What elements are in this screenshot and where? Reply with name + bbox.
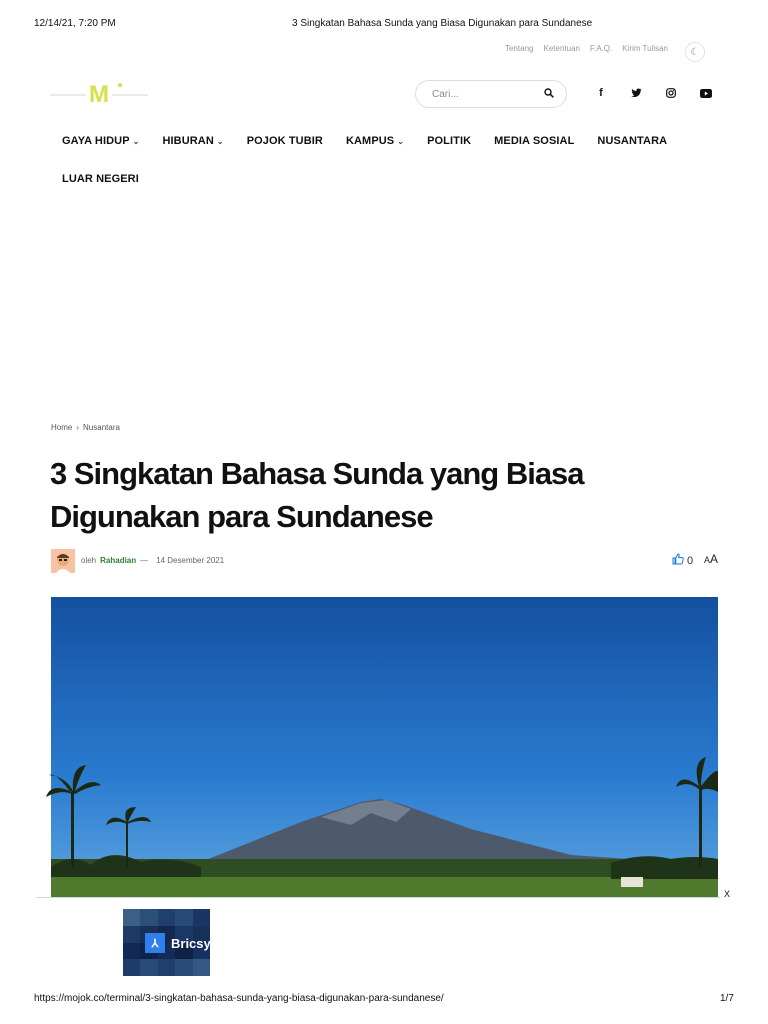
breadcrumb [51, 423, 120, 432]
title-line-1: 3 Singkatan Bahasa Sunda yang Biasa [50, 456, 584, 491]
social-links [594, 86, 713, 100]
like-count: 0 [687, 554, 694, 567]
logo-letter: M [89, 81, 109, 108]
nav-item-media-sosial[interactable] [494, 135, 574, 147]
nav-item-hiburan[interactable] [162, 135, 223, 147]
dark-mode-toggle[interactable] [685, 42, 705, 62]
thumbs-up-icon [672, 553, 684, 568]
chevron-down-icon: ⌄ [216, 136, 224, 146]
nav-item-nusantara[interactable] [597, 135, 667, 147]
search-icon[interactable] [544, 85, 554, 103]
breadcrumb-separator: › [76, 423, 80, 432]
top-link-faq[interactable]: F.A.Q. [589, 44, 613, 53]
breadcrumb-current[interactable]: Nusantara [83, 423, 120, 432]
top-link-tentang[interactable]: Tentang [505, 44, 534, 53]
youtube-icon[interactable] [699, 86, 713, 100]
nav-item-luar-negeri[interactable] [62, 173, 139, 185]
site-logo[interactable] [50, 82, 170, 108]
top-utility-links [505, 44, 668, 53]
top-link-ketentuan[interactable]: Ketentuan [543, 44, 580, 53]
nav-label: MEDIA SOSIAL [494, 135, 575, 147]
twitter-icon[interactable] [629, 86, 643, 100]
meta-dash: — [140, 556, 149, 565]
nav-label: GAYA HIDUP [62, 135, 130, 147]
author-prefix: oleh [81, 556, 97, 565]
chevron-down-icon: ⌄ [397, 136, 405, 146]
top-link-kirim-tulisan[interactable]: Kirim Tulisan [622, 44, 668, 53]
logo-dot [118, 83, 122, 87]
facebook-icon[interactable]: f [599, 87, 603, 99]
nav-item-politik[interactable] [427, 135, 471, 147]
ad-close-button[interactable]: X [720, 888, 734, 900]
print-url: https://mojok.co/terminal/3-singkatan-bahasa-sunda-yang-biasa-digunakan-para-sundanese/ [34, 993, 444, 1004]
print-page-title: 3 Singkatan Bahasa Sunda yang Biasa Digunakan para Sundanese [292, 18, 593, 29]
ad-divider [36, 897, 732, 898]
chevron-down-icon: ⌄ [132, 136, 140, 146]
instagram-icon[interactable] [664, 86, 678, 100]
publish-date: 14 Desember 2021 [156, 556, 225, 565]
print-datetime: 12/14/21, 7:20 PM [34, 18, 116, 29]
bricsys-logo-icon: ⅄ [145, 933, 165, 953]
nav-item-pojok-tubir[interactable] [247, 135, 323, 147]
avatar[interactable] [51, 549, 75, 573]
logo-bar-right [112, 94, 148, 96]
nav-label: NUSANTARA [597, 135, 668, 147]
title-line-2: Digunakan para Sundanese [50, 499, 433, 534]
search-box [415, 80, 567, 108]
nav-item-gaya-hidup[interactable] [62, 135, 139, 147]
hero-image [51, 597, 718, 897]
logo-bar-left [50, 94, 86, 96]
moon-icon: ☾ [690, 46, 700, 58]
breadcrumb-home[interactable]: Home [51, 423, 73, 432]
font-size-large: A [710, 552, 719, 566]
print-page-number: 1/7 [720, 993, 734, 1004]
ad-brand [145, 933, 218, 953]
main-nav [62, 135, 690, 147]
page-title [50, 452, 670, 538]
article-meta [81, 556, 224, 565]
main-nav-row2 [62, 173, 162, 185]
nav-item-kampus[interactable] [346, 135, 404, 147]
ad-brand-name: Bricsys [171, 935, 218, 951]
search-input[interactable] [430, 88, 544, 101]
nav-label: POLITIK [427, 135, 472, 147]
font-size-small: A [704, 555, 711, 565]
nav-label: LUAR NEGERI [62, 173, 139, 185]
nav-label: HIBURAN [162, 135, 214, 147]
nav-label: POJOK TUBIR [246, 135, 323, 147]
nav-label: KAMPUS [345, 135, 395, 147]
font-size-toggle[interactable] [704, 552, 718, 566]
like-button[interactable] [672, 553, 693, 568]
author-link[interactable]: Rahadian [100, 556, 137, 565]
